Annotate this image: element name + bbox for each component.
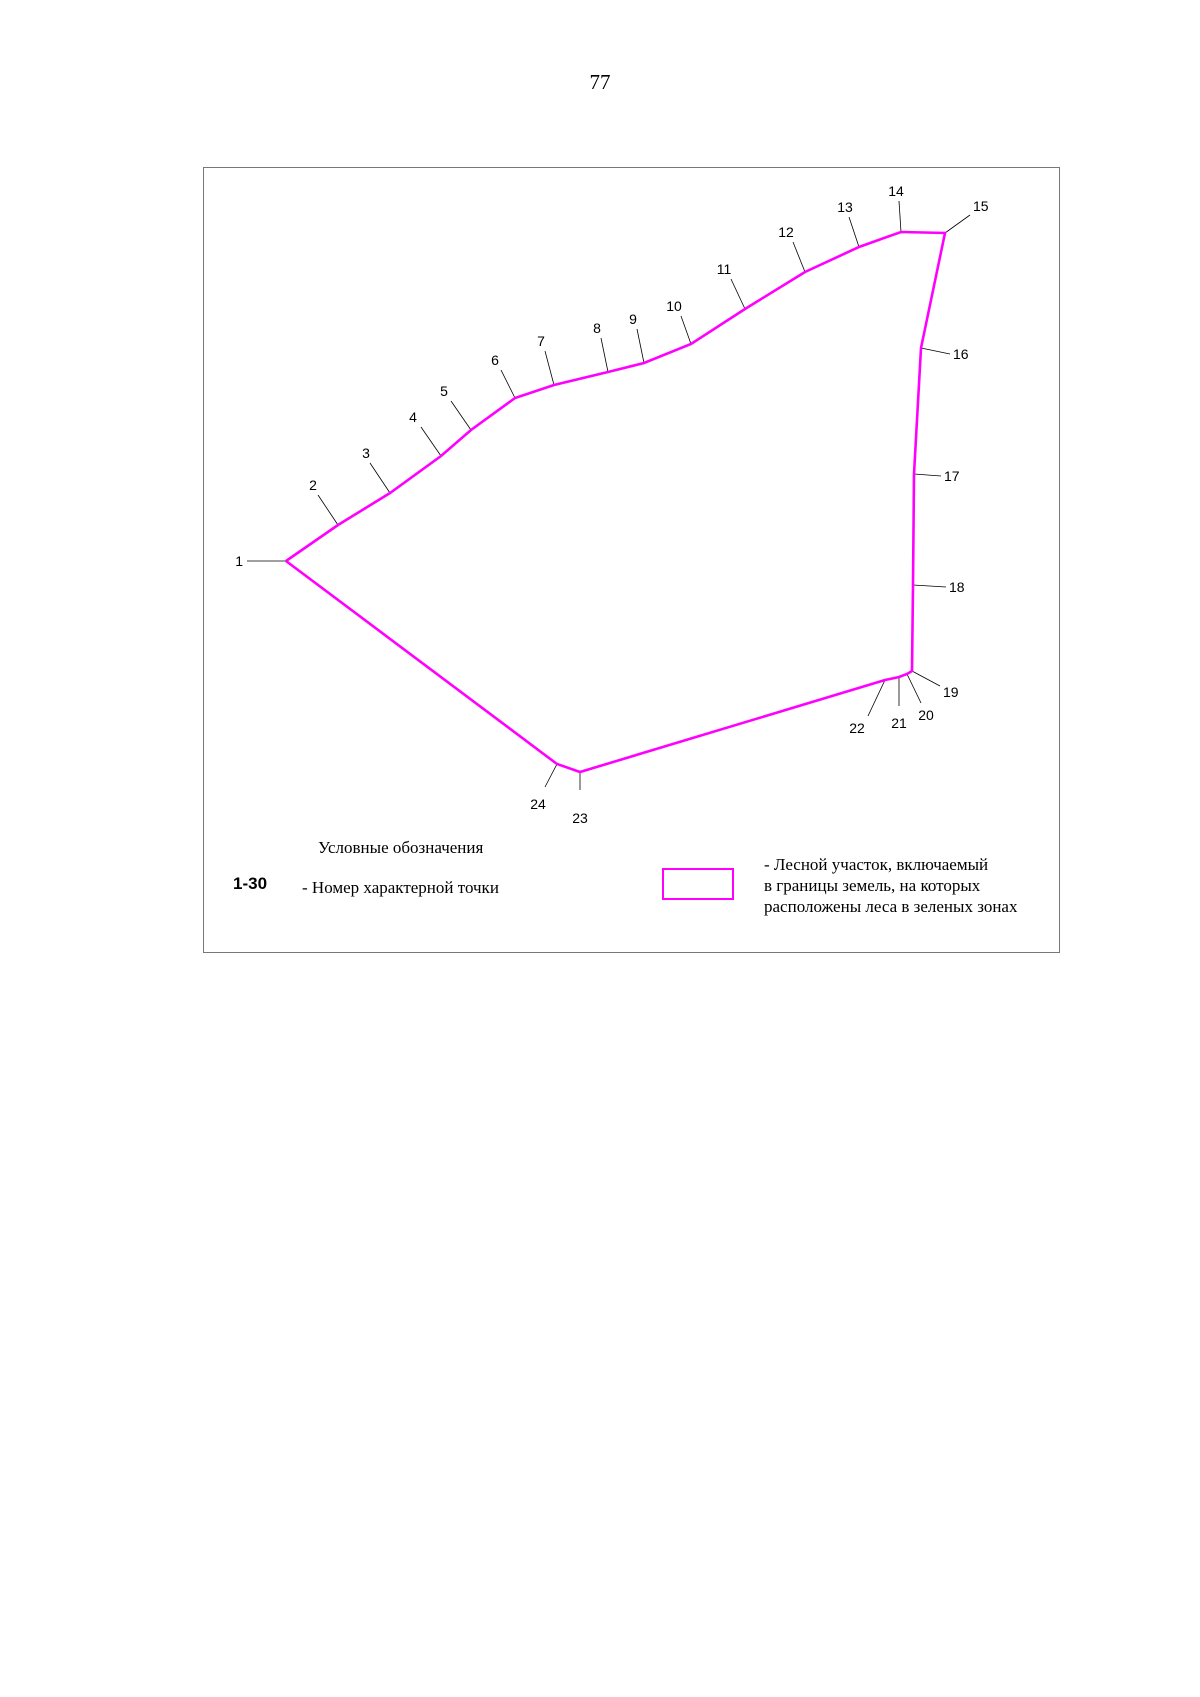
leader-line-13 (849, 217, 859, 247)
leader-line-14 (899, 201, 901, 232)
leader-line-11 (731, 279, 745, 309)
leader-line-12 (793, 242, 805, 272)
point-label-17: 17 (944, 468, 960, 484)
legend-area-line-1: - Лесной участок, включаемый (764, 855, 989, 874)
point-label-2: 2 (309, 477, 317, 493)
point-label-7: 7 (537, 333, 545, 349)
forest-plot-boundary (286, 232, 945, 772)
leader-line-2 (318, 495, 338, 525)
legend-area-description (764, 854, 1017, 917)
point-label-19: 19 (943, 684, 959, 700)
leader-line-7 (545, 351, 554, 385)
point-labels (235, 183, 989, 826)
legend-area-line-2: в границы земель, на которых (764, 876, 981, 895)
point-label-10: 10 (666, 298, 682, 314)
point-label-21: 21 (891, 715, 907, 731)
leader-line-5 (451, 401, 471, 430)
point-label-1: 1 (235, 553, 243, 569)
point-label-24: 24 (530, 796, 546, 812)
legend-area-swatch (662, 868, 734, 900)
point-label-5: 5 (440, 383, 448, 399)
leader-line-24 (545, 764, 557, 787)
legend-area-line-3: расположены леса в зеленых зонах (764, 897, 1018, 916)
point-label-6: 6 (491, 352, 499, 368)
point-label-20: 20 (918, 707, 934, 723)
point-label-23: 23 (572, 810, 588, 826)
point-label-18: 18 (949, 579, 965, 595)
leader-line-16 (921, 348, 950, 354)
point-label-15: 15 (973, 198, 989, 214)
leader-line-19 (912, 671, 940, 686)
page-number: 77 (589, 70, 611, 94)
leader-lines (247, 201, 970, 790)
leader-line-20 (907, 674, 921, 703)
point-label-3: 3 (362, 445, 370, 461)
point-label-9: 9 (629, 311, 637, 327)
leader-line-6 (501, 370, 515, 398)
leader-line-15 (945, 215, 970, 233)
point-label-16: 16 (953, 346, 969, 362)
point-label-13: 13 (837, 199, 853, 215)
leader-line-10 (681, 316, 691, 344)
leader-line-3 (370, 463, 390, 493)
leader-line-4 (421, 427, 441, 456)
point-label-8: 8 (593, 320, 601, 336)
leader-line-8 (601, 338, 608, 372)
legend-point-description: - Номер характерной точки (302, 878, 499, 897)
legend-title: Условные обозначения (318, 838, 484, 857)
point-label-11: 11 (716, 261, 732, 277)
point-label-14: 14 (888, 183, 904, 199)
point-label-4: 4 (409, 409, 417, 425)
leader-line-18 (913, 585, 946, 587)
leader-line-17 (914, 474, 941, 476)
point-label-22: 22 (849, 720, 865, 736)
leader-line-9 (637, 329, 644, 363)
legend-point-key: 1-30 (233, 874, 268, 893)
point-label-12: 12 (778, 224, 794, 240)
